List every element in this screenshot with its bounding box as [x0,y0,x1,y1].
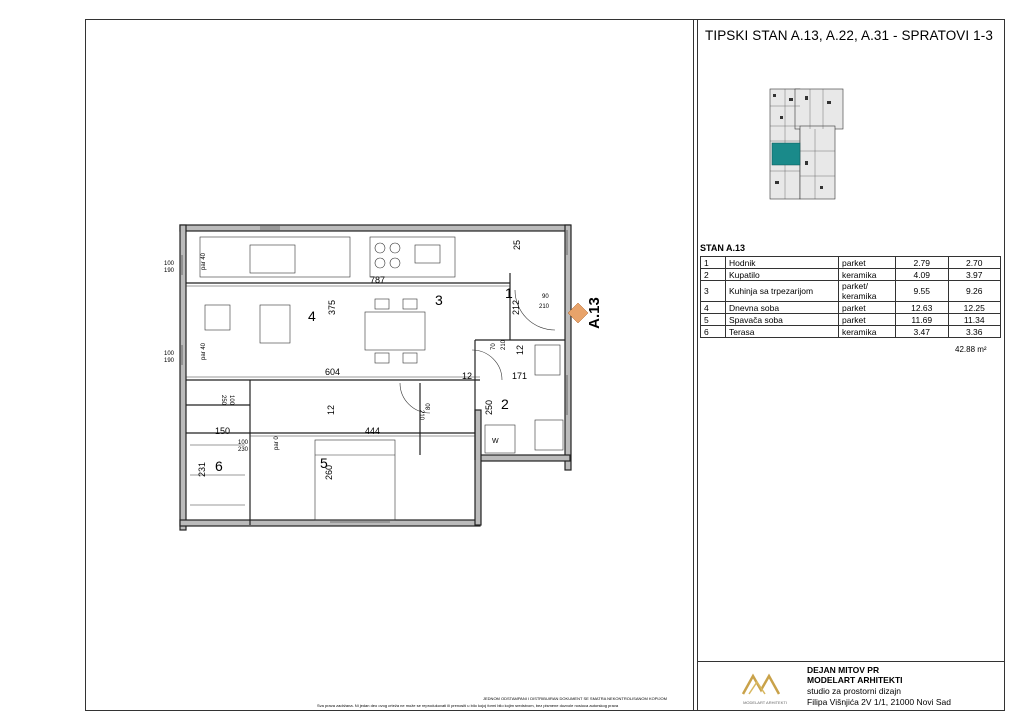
room-area: 9.55 [896,281,949,302]
opening-label: 230 [238,447,249,453]
room-material: parket [839,302,896,314]
room-area: 4.09 [896,269,949,281]
firm-studio: MODELART ARHITEKTI [807,675,903,685]
dimension-label: 787 [370,275,386,285]
misc-label: 100 [228,395,234,406]
table-row [701,257,1001,269]
table-row [701,269,1001,281]
opening-label: 80 [426,403,432,410]
table-row [701,314,1001,326]
firm-address: Filipa Višnjića 2V 1/1, 21000 Novi Sad [807,697,951,707]
opening-label: 100 [164,351,175,357]
room-material: parket/ keramika [839,281,896,302]
rooms-table [700,256,1001,338]
sheet-divider-inner [697,19,698,711]
sheet-divider [693,19,694,711]
opening-label: 100 [164,261,175,267]
room-name: Hodnik [726,257,839,269]
washer-label: W [492,438,499,445]
room-number: 6 [215,458,223,474]
misc-label: 250 [220,395,226,406]
floor-plan [150,215,603,545]
firm-description: studio za prostorni dizajn [807,686,902,696]
row-number: 1 [701,257,726,269]
room-name: Kuhinja sa trpezarijom [726,281,839,302]
highlighted-unit [772,143,800,165]
dimension-label: 444 [365,426,381,436]
dimension-label: 25 [512,239,522,250]
room-area-net: 2.70 [948,257,1001,269]
firm-logo [735,664,795,706]
dimension-label: 604 [325,367,341,377]
room-material: keramika [839,326,896,338]
dimension-label: 231 [197,461,207,477]
row-number: 2 [701,269,726,281]
room-number: 2 [501,396,509,412]
table-row [701,281,1001,302]
dimension-label: 171 [512,371,528,381]
room-area-net: 12.25 [948,302,1001,314]
room-material: parket [839,257,896,269]
room-number: 1 [505,285,513,301]
sheet-title: TIPSKI STAN A.13, A.22, A.31 - SPRATOVI 1-3 [705,28,993,43]
svg-text:MODELART ARHITEKTI: MODELART ARHITEKTI [743,700,787,705]
total-area: 42.88 m² [955,345,987,354]
room-number: 4 [308,308,316,324]
table-row [701,302,1001,314]
opening-label: 190 [164,358,175,364]
dimension-label: 12 [515,344,525,355]
firm-name: DEJAN MITOV PR [807,665,880,675]
dimension-label: 260 [324,464,334,480]
room-number: 3 [435,292,443,308]
row-number: 4 [701,302,726,314]
room-area: 2.79 [896,257,949,269]
opening-label: 210 [501,339,507,350]
opening-label: 210 [539,304,550,310]
dimension-label: 12 [326,404,336,415]
parapet-label: par 40 [201,342,207,360]
table-row [701,326,1001,338]
room-area-net: 11.34 [948,314,1001,326]
row-number: 3 [701,281,726,302]
room-area: 12.63 [896,302,949,314]
room-name: Spavača soba [726,314,839,326]
unit-label: A.13 [586,297,603,329]
room-number: 5 [320,455,328,471]
room-name: Terasa [726,326,839,338]
dimension-label: 250 [484,399,494,415]
parapet-label: par 0 [274,436,280,450]
opening-label: 100 [238,440,249,446]
building-key-plan [765,86,845,206]
room-name: Kupatilo [726,269,839,281]
room-name: Dnevna soba [726,302,839,314]
room-area-net: 3.36 [948,326,1001,338]
room-area-net: 3.97 [948,269,1001,281]
rooms-table-title: STAN A.13 [700,243,746,253]
room-material: keramika [839,269,896,281]
room-area-net: 9.26 [948,281,1001,302]
dimension-label: 212 [511,299,521,315]
room-area: 3.47 [896,326,949,338]
opening-label: 90 [542,294,549,300]
row-number: 6 [701,326,726,338]
row-number: 5 [701,314,726,326]
room-area: 11.69 [896,314,949,326]
dimension-label: 375 [327,299,337,315]
opening-label: 190 [164,268,175,274]
disclaimer-rights: Sva prava zadržana. Ni jedan deo ovog crteža ne može se reprodukovati ili prenositi u bilo kojoj formi bilo kojim sredstvom, bez pismene dozvole nosioca autorskog prava [317,703,619,708]
opening-label: 70 [491,343,497,350]
parapet-label: par 40 [201,252,207,270]
dimension-label: 12 [462,371,473,381]
room-material: parket [839,314,896,326]
opening-label: 210 [418,410,424,421]
disclaimer-copy: JEDNOM ODSTAMPANI I DISTRIBUIRAN DOKUMENT SE SMATRA NEKONTROLISANOM KOPIJOM [483,696,667,701]
dimension-label: 150 [215,426,231,436]
